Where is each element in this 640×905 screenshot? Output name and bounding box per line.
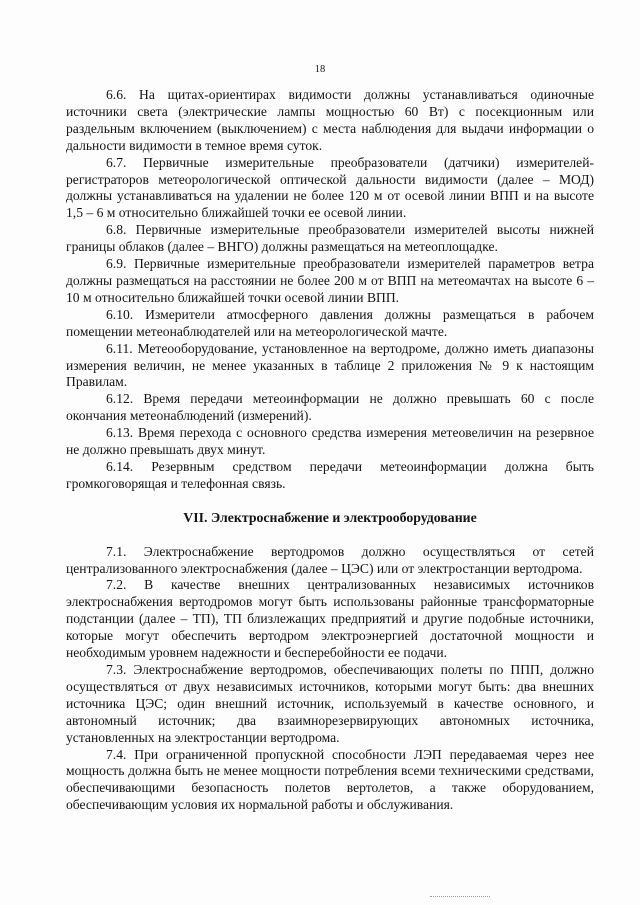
paragraph-6-9: 6.9. Первичные измерительные преобразователи измерителей параметров ветра должны размещаться на расстоянии не более 200 м от ВПП на метеомачтах на высоте 6 – 10 м относительно ближайшей точки осевой линии ВПП. (66, 256, 594, 305)
paragraph-6-8: 6.8. Первичные измерительные преобразователи измерителей высоты нижней границы облаков (далее – ВНГО) должны размещаться на метеоплощадке. (66, 222, 594, 255)
paragraph-6-11: 6.11. Метеооборудование, установленное на вертодроме, должно иметь диапазоны измерения величин, не менее указанных в таблице 2 приложения № 9 к настоящим Правилам. (66, 340, 594, 390)
paragraph-6-12: 6.12. Время передачи метеоинформации не должно превышать 60 с после окончания метеонаблюдений (измерений). (66, 391, 594, 424)
paragraph-7-1: 7.1. Электроснабжение вертодромов должно осуществляться от сетей централизованного электроснабжения (далее – ЦЭС) или от электростанции вертодрома. (66, 543, 594, 576)
paragraph-6-10: 6.10. Измерители атмосферного давления должны размещаться в рабочем помещении метеонаблюдателей или на метеорологической мачте. (66, 306, 594, 339)
paragraph-7-4: 7.4. При ограниченной пропускной способности ЛЭП передаваемая через нее мощность должна быть не менее мощности потребления всеми техническими средствами, обеспечивающими безопасность полетов вертолетов, а также оборудованием, обеспечивающим условия их нормальной работы и обслуживания. (66, 746, 594, 813)
paragraph-6-6: 6.6. На щитах-ориентирах видимости должны устанавливаться одиночные источники света (электрические лампы мощностью 60 Вт) с посекционным или раздельным включением (выключением) с места наблюдения для выдачи информации о дальности видимости в темное время суток. (66, 87, 594, 153)
paragraph-6-7: 6.7. Первичные измерительные преобразователи (датчики) измерителей-регистраторов метеорологической оптической дальности видимости (далее – МОД) должны устанавливаться на удалении не более 120 м от осевой линии ВПП и на высоте 1,5 – 6 м относительно ближайшей точки ее осевой линии. (66, 154, 594, 221)
paragraph-6-14: 6.14. Резервным средством передачи метеоинформации должна быть громкоговорящая и телефонная связь. (66, 458, 594, 491)
page-body (66, 87, 594, 814)
paragraph-6-13: 6.13. Время перехода с основного средства измерения метеовеличин на резервное не должно превышать двух минут. (66, 425, 594, 458)
paragraph-7-2: 7.2. В качестве внешних централизованных независимых источников электроснабжения вертодромов могут быть использованы районные трансформаторные подстанции (далее – ТП), ТП близлежащих предприятий и другие подобные источники, которые могут обеспечить вертодром электроэнергией достаточной мощности и необходимым уровнем надежности и бесперебойности ее подачи. (66, 577, 594, 661)
section-title: VII. Электроснабжение и электрооборудование (183, 509, 477, 525)
paragraph-7-3: 7.3. Электроснабжение вертодромов, обеспечивающих полеты по ППП, должно осуществляться от двух независимых источников, которыми могут быть: два внешних источника ЦЭС; один внешний источник, используемый в качестве основного, и автономный источник; два взаимнорезервирующих автономных источника, установленных на электростанции вертодрома. (66, 662, 594, 745)
page-number: 18 (314, 64, 326, 75)
scan-artifact-mark (430, 896, 490, 901)
